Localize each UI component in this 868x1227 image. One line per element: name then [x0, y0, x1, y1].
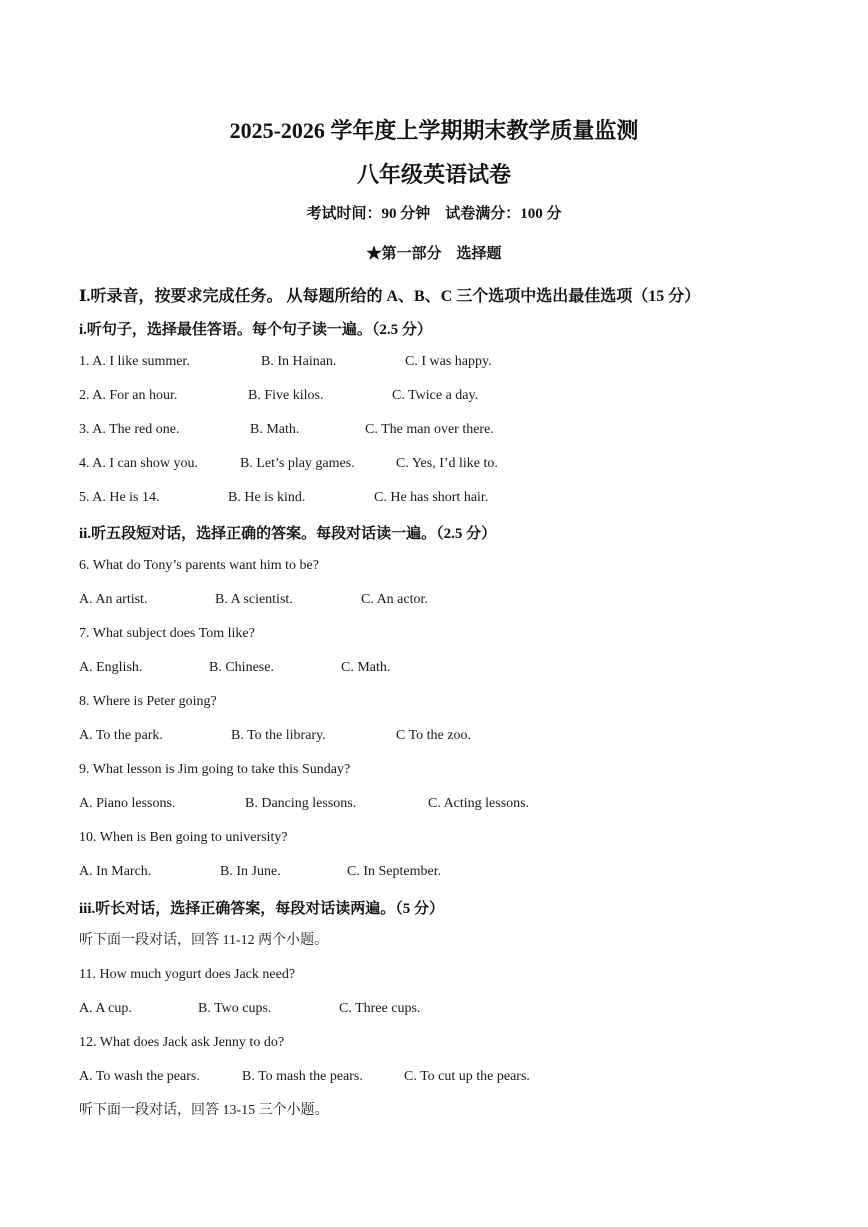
- option-a: A. A cup.: [79, 1001, 132, 1016]
- option-b: B. Math.: [250, 422, 300, 437]
- question-text: 6. What do Tony’s parents want him to be?: [79, 558, 319, 573]
- option-b: B. He is kind.: [228, 490, 306, 505]
- option-b: B. Five kilos.: [248, 388, 324, 403]
- option-b: B. Dancing lessons.: [245, 796, 357, 811]
- option-c: C. Yes, I’d like to.: [396, 456, 498, 471]
- option-c: C. An actor.: [361, 592, 428, 607]
- option-a: A. To the park.: [79, 728, 163, 743]
- exam-info: 考试时间：90 分钟 试卷满分：100 分: [306, 206, 562, 222]
- exam-title: 2025-2026 学年度上学期期末教学质量监测: [229, 118, 639, 143]
- option-c: C. In September.: [347, 864, 442, 879]
- part-heading: ★第一部分 选择题: [366, 246, 502, 262]
- option-c: C. He has short hair.: [374, 490, 489, 505]
- option-c: C. The man over there.: [365, 422, 494, 437]
- option-b: B. Chinese.: [209, 660, 274, 675]
- option-c: C. Acting lessons.: [428, 796, 530, 811]
- option-c: C. Three cups.: [339, 1001, 421, 1016]
- option-b: B. Let’s play games.: [240, 456, 355, 471]
- option-c: C. To cut up the pears.: [404, 1069, 530, 1084]
- option-c: C. I was happy.: [405, 354, 492, 369]
- option-c: C To the zoo.: [396, 728, 471, 743]
- option-b: B. In Hainan.: [261, 354, 337, 369]
- option-b: B. To mash the pears.: [242, 1069, 363, 1084]
- option-a: A. Piano lessons.: [79, 796, 176, 811]
- option-a: A. To wash the pears.: [79, 1069, 200, 1084]
- option-b: B. A scientist.: [215, 592, 293, 607]
- option-a: 4. A. I can show you.: [79, 456, 198, 471]
- option-a: 5. A. He is 14.: [79, 490, 160, 505]
- question-text: 11. How much yogurt does Jack need?: [79, 967, 296, 982]
- option-b: B. In June.: [220, 864, 281, 879]
- option-a: A. An artist.: [79, 592, 148, 607]
- option-a: 2. A. For an hour.: [79, 388, 178, 403]
- question-text: 7. What subject does Tom like?: [79, 626, 255, 641]
- option-b: B. To the library.: [231, 728, 326, 743]
- option-b: B. Two cups.: [198, 1001, 272, 1016]
- question-text: 9. What lesson is Jim going to take this Sunday?: [79, 762, 351, 777]
- question-text: 8. Where is Peter going?: [79, 694, 217, 709]
- part-ii-heading: ii.听五段短对话，选择正确的答案。每段对话读一遍。（2.5 分）: [79, 526, 497, 542]
- dialogue-note: 听下面一段对话，回答 13-15 三个小题。: [79, 1103, 329, 1118]
- dialogue-note: 听下面一段对话，回答 11-12 两个小题。: [79, 933, 329, 948]
- question-text: 12. What does Jack ask Jenny to do?: [79, 1035, 285, 1050]
- part-i-heading: i.听句子，选择最佳答语。每个句子读一遍。（2.5 分）: [79, 322, 432, 338]
- option-c: C. Twice a day.: [392, 388, 479, 403]
- exam-subtitle: 八年级英语试卷: [356, 162, 511, 187]
- question-text: 10. When is Ben going to university?: [79, 830, 288, 845]
- option-a: 3. A. The red one.: [79, 422, 180, 437]
- section-1-heading: Ⅰ.听录音，按要求完成任务。 从每题所给的 A、B、C 三个选项中选出最佳选项（15 分）: [79, 288, 701, 305]
- option-c: C. Math.: [341, 660, 391, 675]
- part-iii-heading: iii.听长对话，选择正确答案，每段对话读两遍。（5 分）: [79, 901, 445, 917]
- option-a: A. In March.: [79, 864, 152, 879]
- option-a: 1. A. I like summer.: [79, 354, 190, 369]
- option-a: A. English.: [79, 660, 143, 675]
